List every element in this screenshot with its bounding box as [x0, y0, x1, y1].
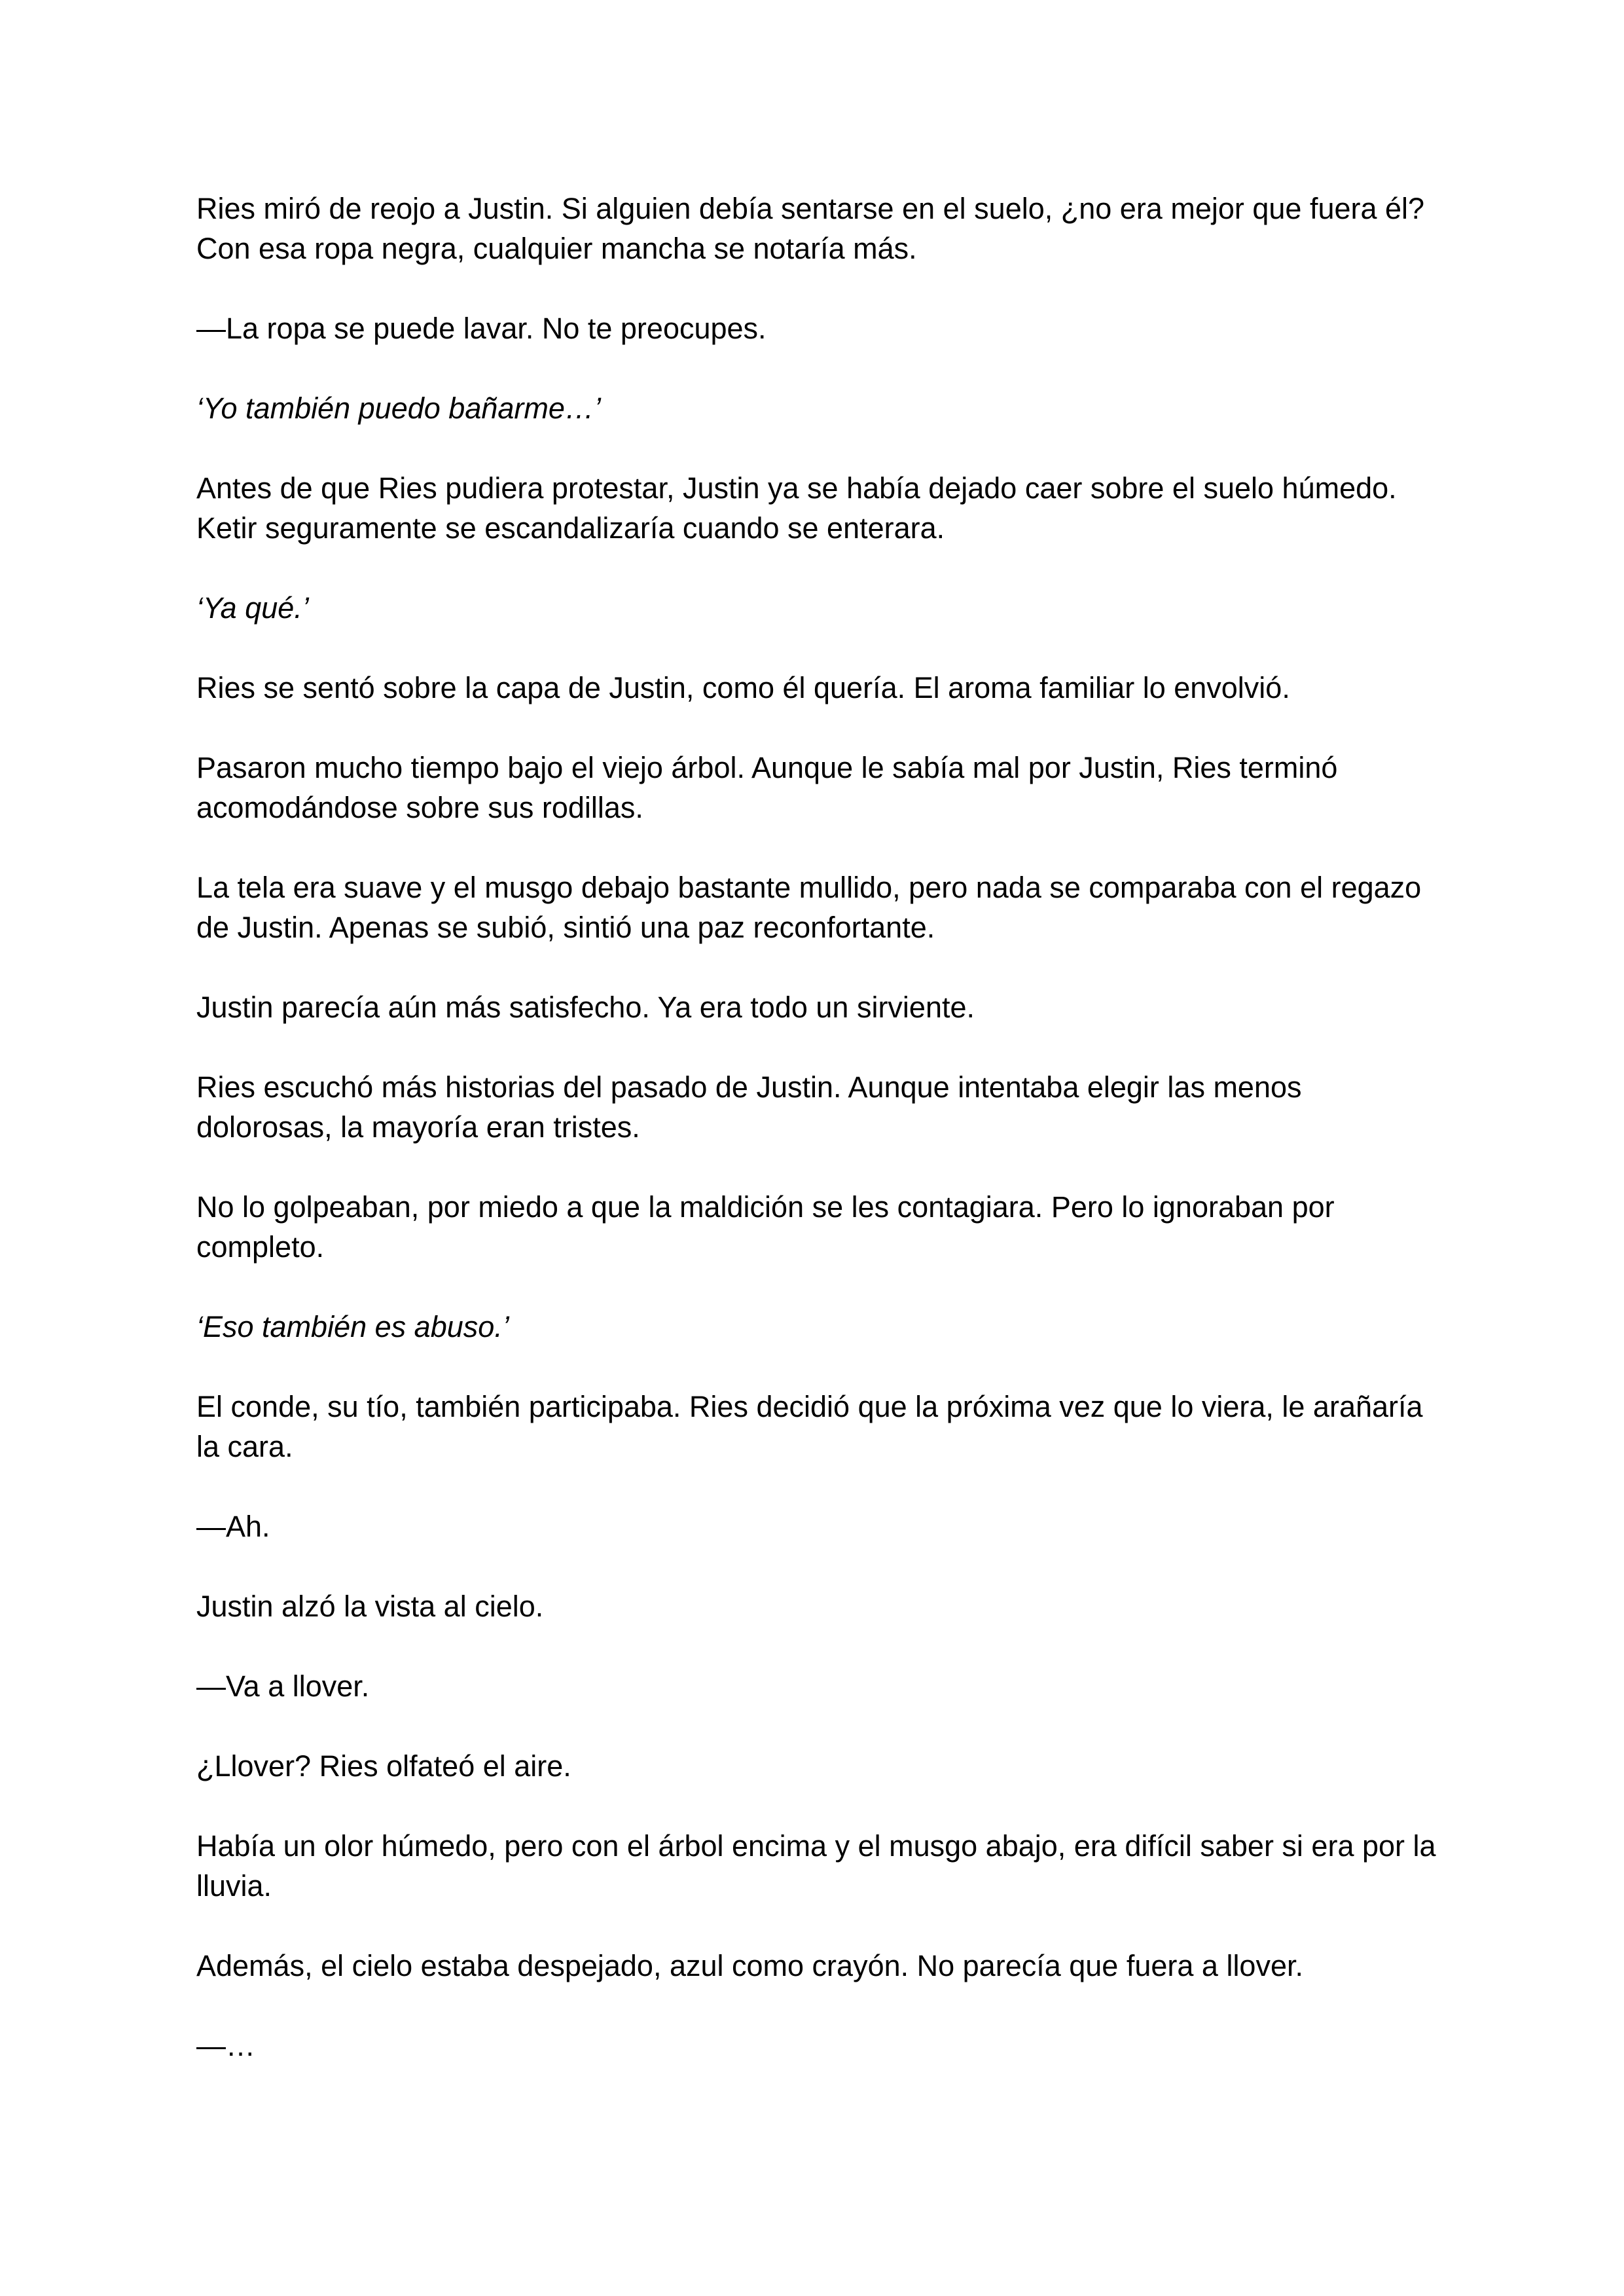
paragraph: Justin parecía aún más satisfecho. Ya era todo un sirviente. [196, 991, 975, 1024]
paragraph: Había un olor húmedo, pero con el árbol encima y el musgo abajo, era difícil saber si era por la lluvia. [196, 1829, 1436, 1903]
paragraph: Justin alzó la vista al cielo. [196, 1590, 544, 1623]
dialogue-paragraph: —Ah. [196, 1510, 270, 1543]
paragraph: Ries escuchó más historias del pasado de Justin. Aunque intentaba elegir las menos dolorosas, la mayoría eran tristes. [196, 1070, 1302, 1144]
paragraph: ¿Llover? Ries olfateó el aire. [196, 1749, 571, 1783]
document-body [196, 189, 1440, 2105]
inner-thought-paragraph: ‘Ya qué.’ [196, 591, 309, 625]
dialogue-paragraph: —La ropa se puede lavar. No te preocupes. [196, 312, 767, 345]
paragraph: No lo golpeaban, por miedo a que la maldición se les contagiara. Pero lo ignoraban por completo. [196, 1190, 1335, 1264]
dialogue-paragraph: —… [196, 2029, 255, 2062]
inner-thought-paragraph: ‘Eso también es abuso.’ [196, 1310, 509, 1343]
dialogue-paragraph: —Va a llover. [196, 1669, 370, 1703]
paragraph: Antes de que Ries pudiera protestar, Justin ya se había dejado caer sobre el suelo húmedo. Ketir seguramente se escandalizaría cuando se enterara. [196, 471, 1397, 545]
paragraph: Ries se sentó sobre la capa de Justin, como él quería. El aroma familiar lo envolvió. [196, 671, 1290, 704]
paragraph: Además, el cielo estaba despejado, azul como crayón. No parecía que fuera a llover. [196, 1949, 1303, 1982]
paragraph: La tela era suave y el musgo debajo bastante mullido, pero nada se comparaba con el regazo de Justin. Apenas se subió, sintió una paz reconfortante. [196, 871, 1422, 944]
paragraph: Pasaron mucho tiempo bajo el viejo árbol. Aunque le sabía mal por Justin, Ries terminó acomodándose sobre sus rodillas. [196, 751, 1338, 824]
paragraph: El conde, su tío, también participaba. Ries decidió que la próxima vez que lo viera, le arañaría la cara. [196, 1390, 1423, 1463]
inner-thought-paragraph: ‘Yo también puedo bañarme…’ [196, 392, 601, 425]
paragraph: Ries miró de reojo a Justin. Si alguien debía sentarse en el suelo, ¿no era mejor que fuera él? Con esa ropa negra, cualquier mancha se notaría más. [196, 192, 1425, 265]
